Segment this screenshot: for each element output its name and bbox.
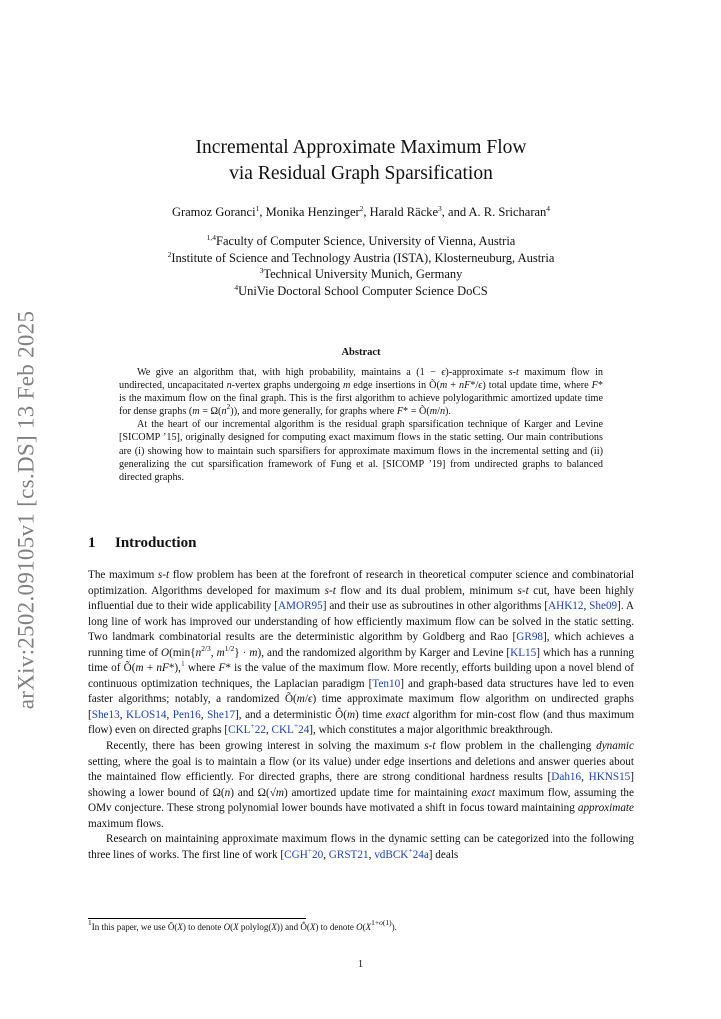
author-separator: , and: [441, 205, 469, 219]
affiliation-superscript: 2: [167, 249, 172, 259]
citation-link[interactable]: GRST21: [328, 848, 369, 861]
citation-link[interactable]: Dah16: [551, 771, 582, 784]
citation-link[interactable]: CKL+22: [228, 721, 266, 737]
citation-link[interactable]: Ten10: [372, 677, 401, 690]
intro-paragraph-2: Recently, there has been growing interest in solving the maximum s-t flow problem in the challenging dynamic setting, where the goal is to maintain a flow (or its value) under edge insertions and deletions and answer queries about the maintained flow efficiently. For directed graphs, there are strong conditional hardness results [Dah16, HKNS15] showing a lower bound of Ω(n) and Ω(√m) amortized update time for maintaining exact maximum flow, assuming the OMv conjecture. These strong polynomial lower bounds have motivated a shift in focus toward maintaining approximate maximum flows.: [88, 740, 635, 830]
citation-link[interactable]: HKNS15: [588, 771, 631, 784]
title-line-1: Incremental Approximate Maximum Flow: [195, 137, 527, 158]
citation-link[interactable]: She09: [589, 600, 618, 613]
author-name: Monika Henzinger: [265, 205, 360, 219]
citation-link[interactable]: Pen16: [172, 708, 201, 721]
section-number: 1: [88, 535, 96, 551]
citation-link[interactable]: GR98: [516, 631, 544, 644]
author-name: Harald Räcke: [369, 205, 439, 219]
citation-link[interactable]: CKL+24: [271, 721, 310, 737]
citation-link[interactable]: KLOS14: [126, 708, 167, 721]
citation-link[interactable]: AHK12: [548, 600, 584, 613]
abstract-body: [119, 366, 603, 484]
author-separator: ,: [363, 205, 370, 219]
page-number: 1: [357, 959, 364, 970]
affiliation-line: [88, 283, 634, 300]
author-name: Gramoz Goranci: [171, 205, 256, 219]
affiliation-line: [88, 233, 634, 250]
affiliation-line: [88, 266, 634, 283]
section-heading: [88, 535, 196, 552]
affiliation-text: Technical University Munich, Germany: [263, 267, 463, 281]
citation-link[interactable]: AMOR95: [277, 600, 323, 613]
citation-link[interactable]: She13: [91, 708, 120, 721]
section-title: Introduction: [115, 535, 197, 551]
affiliation-superscript: 3: [259, 266, 264, 275]
citation-link[interactable]: KL15: [510, 646, 537, 659]
paper-title: [88, 135, 634, 187]
abstract-paragraph-2: At the heart of our incremental algorithm is the residual graph sparsification technique of Karger and Levine [SICOMP ’15], originally designed for computing exact maximum flows in the static setting. Our main contributions are (i) showing how to maintain such sparsifiers for approximate maximum flows in the incremental setting and (ii) generalizing the cut sparsification framework of Fung et al. [SICOMP ’19] from undirected graphs to balanced directed graphs.: [119, 419, 603, 483]
author-superscript: 2: [359, 204, 364, 213]
citation-link[interactable]: vdBCK+24a: [374, 845, 429, 861]
author-separator: ,: [259, 205, 266, 219]
author-list: [88, 205, 634, 220]
introduction-body: [88, 568, 634, 863]
author-superscript: 4: [546, 204, 551, 213]
footnote-marker[interactable]: 1: [180, 659, 185, 669]
arxiv-sidebar-stamp: [6, 310, 46, 710]
footnote-number: 1: [88, 918, 92, 927]
abstract-heading: Abstract: [341, 347, 381, 358]
affiliation-superscript: 4: [234, 282, 239, 292]
author-name: A. R. Sricharan: [468, 205, 547, 219]
title-line-2: via Residual Graph Sparsification: [229, 163, 493, 184]
affiliation-text: Faculty of Computer Science, University of Vienna, Austria: [216, 234, 516, 248]
affiliation-text: Institute of Science and Technology Austria (ISTA), Klosterneuburg, Austria: [171, 250, 555, 265]
intro-paragraph-1: The maximum s-t flow problem has been at the forefront of research in theoretical computer science and combinatorial optimization. Algorithms developed for maximum s-t flow and its dual problem, minimum s-t cut, have been highly influential due to their wide applicability [AMOR95] and their use as subroutines in other algorithms [AHK12, She09]. A long line of work has improved our understanding of how efficiently maximum flow can be solved in the static setting. Two landmark combinatorial results are the deterministic algorithm by Goldberg and Rao [GR98], which achieves a running time of $O(\min\{n^{2/3}$, $m^{1/2}\} \cdot m$), and the randomized algorithm by Karger and Levine [KL15] which has a running time of Õ(m + nF*),$^1$ where F* is the value of the maximum flow. More recently, efforts building upon a novel blend of continuous optimization techniques, the Laplacian paradigm [Ten10] and graph-based data structures have led to even faster algorithms; notably, a randomized Õ(m/ϵ) time approximate maximum flow algorithm on undirected graphs [She13, KLOS14, Pen16, She17], and a deterministic Ô(m) time exact algorithm for min-cost flow (and thus maximum flow) even on directed graphs [CKL+22, CKL+24], which constitutes a major algorithmic breakthrough.: [88, 569, 635, 737]
intro-paragraph-3: Research on maintaining approximate maximum flows in the dynamic setting can be categorized into the following three lines of works. The first line of work [CGH+20, GRST21, vdBCK+24a] deals: [88, 833, 634, 861]
author-superscript: 3: [438, 204, 442, 213]
affiliation-text: UniVie Doctoral School Computer Science DoCS: [238, 283, 488, 298]
citation-link[interactable]: CGH+20: [284, 845, 324, 861]
affiliation-line: [88, 250, 634, 267]
citation-link[interactable]: She17: [207, 708, 236, 721]
arxiv-identifier: arXiv:2502.09105v1 [cs.DS] 13 Feb 2025: [13, 310, 39, 710]
affiliation-superscript: 1,4: [206, 233, 217, 242]
abstract-paragraph-1: We give an algorithm that, with high probability, maintains a (1 − ϵ)-approximate s-t maximum flow in undirected, uncapacitated n-vertex graphs undergoing m edge insertions in Õ(m + nF*/ϵ) total update time, where F* is the maximum flow on the final graph. This is the first algorithm to achieve polylogarithmic amortized update time for dense graphs $(m = \Omega(n^2))$, and more generally, for graphs where F* = Õ(m/n).: [119, 367, 603, 418]
affiliation-list: [88, 233, 634, 299]
author-superscript: 1: [255, 204, 260, 213]
footnote: $^1$In this paper, we use Õ(X) to denote O(X polylog(X)) and Ô(X) to denote $O(X^{1+o(1)})$.: [88, 918, 397, 932]
footnote-divider: [88, 918, 306, 919]
